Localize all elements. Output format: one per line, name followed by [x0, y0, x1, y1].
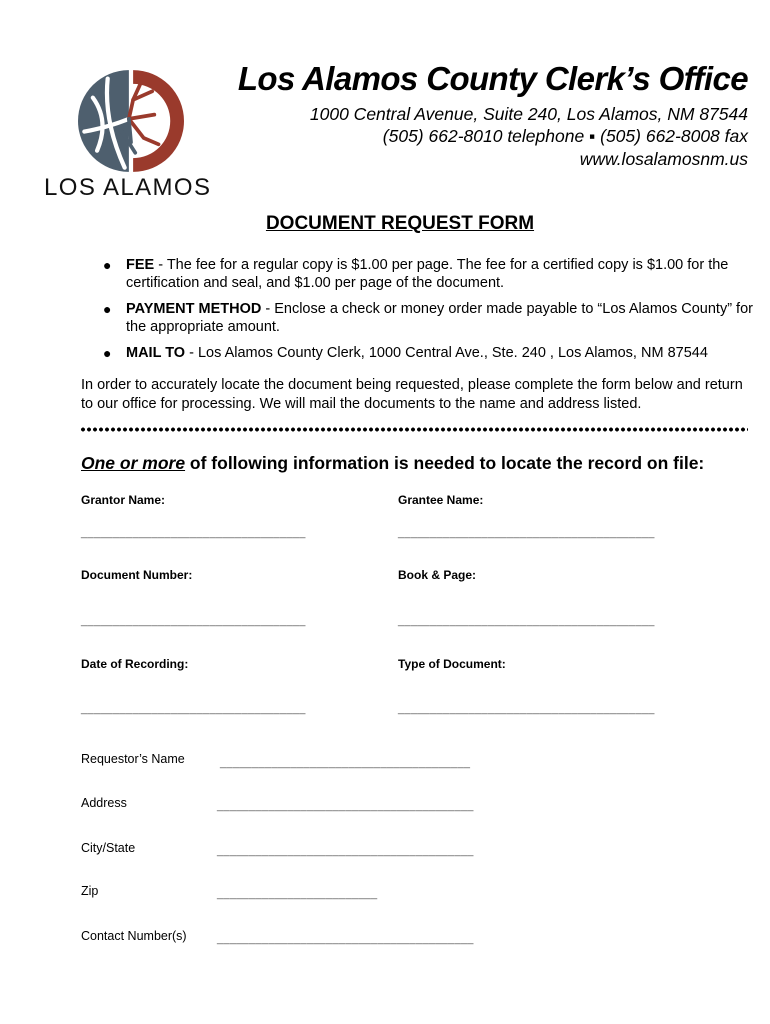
office-phone-fax: (505) 662-8010 telephone ▪ (505) 662-8008 fax [382, 126, 748, 146]
document-number-label: Document Number: [81, 568, 193, 582]
office-address: 1000 Central Avenue, Suite 240, Los Alamos, NM 87544 [309, 104, 748, 124]
info-list [103, 256, 753, 370]
form-title: DOCUMENT REQUEST FORM [265, 213, 535, 234]
logo-text: LOS ALAMOS [44, 174, 212, 201]
city-state-field[interactable]: ________________________________________ [217, 845, 474, 857]
instructions-paragraph: In order to accurately locate the document being requested, please complete the form below and return to our office for processing. We will mail the documents to the name and address listed. [81, 377, 743, 412]
requestor-name-field[interactable]: _______________________________________ [220, 757, 471, 769]
grantee-name-field[interactable]: ________________________________________ [398, 527, 655, 539]
bullet-icon: ● [103, 257, 112, 273]
bullet-text: - The fee for a regular copy is $1.00 per page. The fee for a certified copy is $1.00 for the certification and seal, and $1.00 per page of the document. [126, 257, 729, 291]
section-heading [81, 453, 704, 474]
bullet-text: - Los Alamos County Clerk, 1000 Central Ave., Ste. 240 , Los Alamos, NM 87544 [185, 345, 708, 361]
type-of-document-field[interactable]: ________________________________________ [398, 703, 655, 715]
date-of-recording-field[interactable]: ___________________________________ [81, 703, 306, 715]
section-heading-text: of following information is needed to locate the record on file: [185, 453, 705, 473]
contact-number-label: Contact Number(s) [81, 929, 187, 943]
book-page-label: Book & Page: [398, 568, 477, 582]
address-field[interactable]: ________________________________________ [217, 800, 474, 812]
grantor-name-field[interactable]: ___________________________________ [81, 527, 306, 539]
dotted-divider [80, 427, 748, 432]
type-of-document-label: Type of Document: [398, 657, 506, 671]
office-website: www.losalamosnm.us [579, 149, 748, 169]
list-item-fee [103, 256, 753, 292]
list-item-mail-to [103, 344, 753, 362]
zip-field[interactable]: _________________________ [217, 888, 378, 900]
book-page-field[interactable]: ________________________________________ [398, 615, 655, 627]
contact-number-field[interactable]: ________________________________________ [217, 933, 474, 945]
date-of-recording-label: Date of Recording: [81, 657, 189, 671]
bullet-term: FEE [126, 257, 155, 273]
bullet-text: - Enclose a check or money order made payable to “Los Alamos County” for the appropriate amount. [126, 301, 753, 335]
bullet-icon: ● [103, 301, 112, 317]
city-state-label: City/State [81, 841, 136, 855]
bullet-term: PAYMENT METHOD [126, 301, 262, 317]
bullet-icon: ● [103, 345, 112, 361]
list-item-payment-method [103, 300, 753, 336]
los-alamos-logo [78, 68, 184, 174]
grantee-name-label: Grantee Name: [398, 493, 484, 507]
office-title: Los Alamos County Clerk’s Office [237, 60, 748, 97]
section-heading-emphasis: One or more [81, 453, 186, 473]
grantor-name-label: Grantor Name: [81, 493, 166, 507]
document-number-field[interactable]: ___________________________________ [81, 615, 306, 627]
bullet-term: MAIL TO [126, 345, 186, 361]
requestor-name-label: Requestor’s Name [81, 752, 185, 766]
zip-label: Zip [81, 884, 99, 898]
address-label: Address [81, 796, 127, 810]
